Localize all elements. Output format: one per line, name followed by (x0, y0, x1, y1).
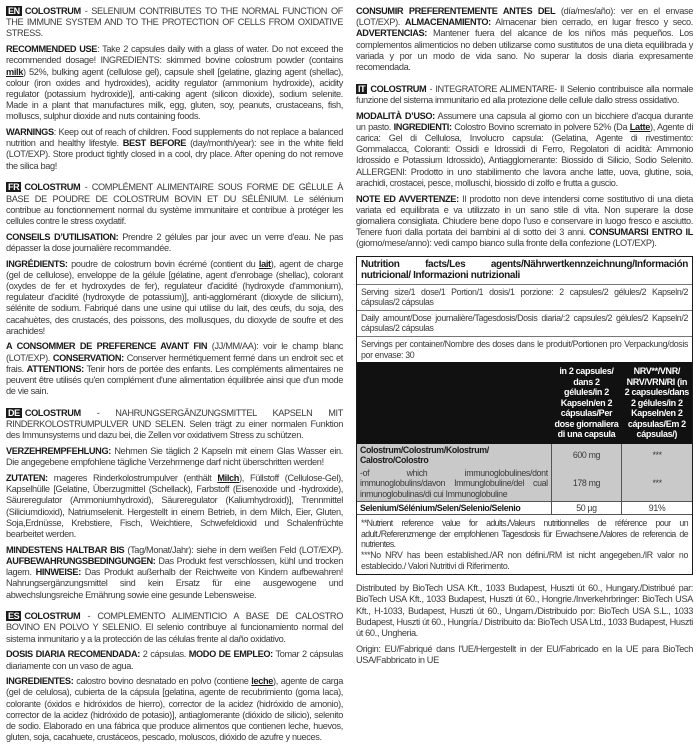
storage-text: Das Produkt fest verschlossen, kühl und trocken lagern. (6, 555, 343, 578)
origin-info: Origin: EU/Fabriqué dans l'UE/Hergestellt in der EU/Fabricado en la UE para BioTech USA/Fabbricato in UE (356, 643, 693, 665)
storage-label: AUFBEWAHRUNGSBEDINGUNGEN: (6, 555, 156, 566)
allergen: milk (6, 66, 23, 77)
ingredients-label: INGRÉDIENTS: (6, 258, 68, 269)
use-label: VERZEHREMPFEHLUNG: (6, 446, 111, 457)
allergen: lait (258, 258, 271, 269)
warnings-label: ATTENTIONS: (26, 363, 84, 374)
section-de (6, 408, 343, 601)
best-before-label: A CONSOMMER DE PREFERENCE AVANT FIN (6, 341, 208, 352)
section-es-cont (356, 6, 693, 73)
storage-text: Almacenar bien cerrado, en lugar fresco y seco. (490, 17, 693, 28)
best-before-label: CONSUMARSI ENTRO IL (589, 227, 693, 238)
warnings-label: HINWEISE: (35, 567, 81, 578)
allergen: leche (251, 676, 274, 687)
header-nrv: NRV**/VNR/ NRV/VRN/RI (in 2 capsules/dans 2 gélules/in 2 Kapseln/en 2 cápsulas/Em 2 cápsulas/) (622, 362, 692, 444)
section-en (6, 6, 343, 172)
product-name: COLOSTRUM (24, 408, 81, 418)
allergen: Milch (217, 473, 240, 484)
warnings-text: Mantener fuera del alcance de los niños más pequeños. Los complementos alimenticios no deben utilizarse como sustitutos de una dieta equilibrada y variada y por un modo de vida sano. No superar la dosis diaria expresamente recomendada. (356, 28, 693, 73)
left-column (6, 6, 343, 748)
ingredients-text: ) 52%, bulking agent (cellulose gel), capsule shell [gelatine, glazing agent (shellac), colour (iron oxides and hydroxides), acidity regulator (ammonium hydroxide), acidity regulator (potassium hydroxide)], anti-caking agent (silicon dioxide), sodium selenite. Made in a plant that manufactures milk, egg, gluten, soy, peanuts, crustaceans, fish, molluscs, sulphur dioxide and nuts containing foods. (6, 66, 343, 122)
storage-label: CONSERVATION: (52, 352, 124, 363)
warnings-label: WARNINGS (6, 127, 54, 138)
nutrient-name: -of which immunoglobulines/dont immunoglobulins/davon Immunglobuline/del cual inmunoglobulinas/di cui Immunoglobuline (357, 467, 551, 501)
nutrient-nrv: *** (622, 444, 692, 467)
storage-label: ALMACENAMIENTO: (404, 17, 491, 28)
servings-per-container: Servings per container/Nombre des doses dans le produit/Portionen pro Verpackung/dosis por envase: 30 (361, 338, 688, 360)
allergen: Latte (629, 121, 650, 132)
ingredients-rest: ), Füllstoff (Cellulose-Gel), Kapselhülle [Gelatine, Überzugmittel (Schellack), Farbstoff (Eisenoxide und -hydroxide), Säureregulator (Ammoniumhydroxid), Säureregulator (Kaliumhydroxid)], Trennmittel (Siliciumdioxid), Natriumselenit. Hergestellt in einem Betrieb, in dem Milch, Eier, Gluten, Soja,Erdnüsse, Krebstiere, Fisch, Weichtiere, Schwefeldioxid und Schalenfrüchte bearbeitet werden. (6, 473, 343, 540)
right-column (356, 6, 693, 671)
best-before-text: (JJ/MM/AA): voir le champ blanc (LOT/EXP). (6, 341, 343, 363)
lang-badge-en: EN (8, 6, 20, 16)
section-it (356, 84, 693, 250)
serving-size: Serving size/1 dose/1 Portion/1 dosis/1 porzione: 2 capsules/2 gélules/2 Kapseln/2 cápsulas/2 cápsulas (357, 285, 692, 311)
use-label: MODALITÀ D’USO: (356, 110, 435, 121)
ingredients-label: ZUTATEN: (6, 473, 48, 484)
ingredients-rest: ), agent de charge (gel de cellulose), enveloppe de la gélule [gélatine, agent d'enrobage (shellac), colorant (oxydes de fer et hydroxydes de fer), regulateur d'acidité (hydroxyde d'ammonium), regulateur d'acidité (hydroxyde de potassium)], anti-agglomérant (dioxyde de silicium), sélénite de sodium. Fabriqué dans une usine qui utilise du lait, des œufs, du soja, des cacahuètes, des crustacés, des poissons, des mollusques, du dioxyde de soufre et des arachides! (6, 258, 343, 336)
health-claim: - NAHRUNGSERGÄNZUNGSMITTEL KAPSELN MIT RINDERKOLOSTRUMPULVER UND SELEN. Selen trägt zu einer normalen Funktion des Immunsystems und dazu bei, die Zellen vor oxidativem Stress zu schützen. (6, 408, 343, 441)
best-before-label: CONSUMIR PREFERENTEMENTE ANTES DEL (356, 6, 556, 16)
footnote-nrv: **Nutrient reference value for adults./Valeurs nutritionnelles de référence pour un adult./Referenzmenge der empfohlenen Tagesdosis für Erwachsene./Valores de referencia de nutrientes. (361, 518, 688, 550)
table-header (357, 362, 692, 444)
lang-badge-es: ES (8, 611, 20, 622)
ingredients-label: INGREDIENTI: (393, 121, 452, 132)
table-row (357, 467, 692, 501)
footnote-no-nrv: ***No NRV has been established./AR non défini./RM ist nicht angegeben./IR valor no establecido./ Valori Nutritivi di Riferimento. (361, 549, 688, 571)
health-claim: - INTEGRATORE ALIMENTARE- Il Selenio contribuisce alla normale funzione del sistema immunitario ed alla protezione delle cellule dallo stress ossidativo. (356, 83, 693, 105)
best-before-label: BEST BEFORE (122, 138, 187, 149)
ingredients-text: mageres Rinderkolostrumpulver (enthält (47, 473, 218, 484)
best-before-text: (giorno/mese/anno): vedi campo bianco sulla fronte della confezione (LOT/EXP). (356, 238, 657, 249)
table-row (357, 501, 692, 514)
product-name: COLOSTRUM (24, 182, 81, 193)
nutrient-amount: 178 mg (551, 467, 621, 501)
health-claim: - COMPLEMENTO ALIMENTICIO A BASE DE CALOSTRO BOVINO EN POLVO Y SELENIO. El selenio contribuye al funcionamiento normal del sistema inmunitario y a la protección de las células frente al daño oxidativo. (6, 611, 343, 644)
dose-text: 2 cápsulas. (139, 649, 189, 660)
warnings-text: Das Produkt außerhalb der Reichweite von Kindern aufbewahren! Nahrungsergänzungsmittel sind kein Ersatz für eine ausgewogene und abwechslungsreiche Ernährung sowie eine gesunde Lebensweise. (6, 567, 343, 600)
nutrient-nrv: *** (622, 467, 692, 501)
warnings-label: NOTE ED AVVERTENZE: (356, 193, 459, 204)
ingredients-rest: ), agente de carga (gel de celulosa), cubierta de la cápsula [gelatina, agente de recubrimiento (goma laca), colorante (óxidos e hidróxidos de hierro), corrector de la acidez (hidróxido de amonio), corrector de la acidez (hidróxido de potasio)], antiaglomerante (dióxido de silicio), selenito de sodio. Elaborado en una fábrica que produce alimentos que contienen leche, huevos, gluten, soja, cacahuete, crustáceos, pescado, moluscos, dióxido de azufre y nueces. (6, 676, 343, 743)
section-fr (6, 182, 343, 397)
lang-badge-it: IT (358, 83, 366, 94)
health-claim: - COMPLÉMENT ALIMENTAIRE SOUS FORME DE GÉLULE À BASE DE POUDRE DE COLOSTRUM BOVIN ET DU SÉLÉNIUM. Le sélénium contribue au fonctionnement normal du système immunitaire et contribue à protéger les cellules contre le stress oxydatif. (6, 182, 343, 226)
nutrient-name: Colostrum/Colostrum/Kolostrum/ Calostro/Colostro (357, 444, 551, 467)
daily-amount: Daily amount/Dose journalière/Tagesdosis/Dosis diaria/:2 capsules/2 gélules/2 Kapseln/2 cápsulas/2 cápsulas (357, 311, 692, 337)
product-name: COLOSTRUM (24, 611, 81, 622)
storage-text: Conserver hermétiquement fermé dans un endroit sec et frais. (6, 352, 344, 374)
use-label: CONSEILS D’UTILISATION: (6, 231, 119, 242)
ingredients-rest: ), Agente di carica: Gel di Cellulosa, Involucro capsula: (Gelatina, Agente di rivestimento: Gommalacca, Coloranti: Ossidi e Idrossidi di Ferro, Regolatori di acidità: Ammonio Idrossido e Potassium Idrossido), Antiagglomerante: Biossido di Silicio, Sodio Selenito. ALLERGENI: Prodotto in uno stabilimento che lavora anche latte, uova, glutine, soia, arachidi, crostacei, pesce, molluschi, biossido di zolfo e frutta a guscio. (356, 121, 694, 188)
header-nutrient (357, 362, 551, 444)
use-label: MODO DE EMPLEO: (188, 649, 273, 660)
use-text: Assumere una capsula al giorno con un bicchiere d'acqua durante un pasto. (356, 110, 693, 132)
use-text: : Take 2 capsules daily with a glass of water. Do not exceed the recommended dosage! INGREDIENTS: skimmed bovine colostrum powder (contains (6, 44, 343, 66)
nutrient-amount: 600 mg (551, 444, 621, 467)
warnings-text: Il prodotto non deve intendersi come sostitutivo di una dieta variata ed equilibrata e va utilizzato in un sano stile di vita. Non superare la dose giornaliera consigliata. Chiudere bene dopo l’uso e conservare in luogo fresco e asciutto. Tenere fuori dalla portata dei bambini al di sotto dei 3 anni. (356, 193, 693, 238)
nutrition-table (357, 362, 692, 514)
ingredients-label: INGREDIENTES: (6, 676, 74, 687)
nutrition-facts-box (356, 256, 693, 576)
use-text: Tomar 2 cápsulas diariamente con un vaso de agua. (6, 649, 344, 671)
header-amount: in 2 capsules/ dans 2 gélules/in 2 Kapseln/en 2 cápsulas/Per dose giornaliera di una capsula (551, 362, 621, 444)
use-label: RECOMMENDED USE (6, 44, 98, 55)
nutrition-footnotes (357, 514, 692, 574)
best-before-text: (day/month/year): see in the white field (LOT/EXP). Store product tightly closed in a cool, dry place. After opening do not remove the silica bag! (6, 138, 343, 171)
use-text: Nehmen Sie täglich 2 Kapseln mit einem Glas Wasser ein. Die angegebene empfohlene tägliche Verzehrmenge darf nicht überschritten werden! (6, 446, 343, 468)
table-row (357, 444, 692, 467)
warnings-text: : Keep out of reach of children. Food supplements do not replace a balanced nutrition and healthy lifestyle. (6, 127, 343, 149)
nutrition-title: Nutrition facts/Les agents/Nährwertkennzeichnung/Información nutricional/ Informazioni nutrizionali (357, 257, 692, 285)
dose-label: DOSIS DIARIA RECOMENDADA: (6, 649, 140, 660)
product-name: COLOSTRUM (24, 6, 81, 16)
use-text: Prendre 2 gélules par jour avec un verre d'eau. Ne pas dépasser la dose journalière recommandée. (6, 231, 343, 253)
nutrient-amount: 50 µg (551, 501, 621, 514)
section-es (6, 611, 343, 743)
nutrient-name: Selenium/Sélénium/Selen/Selenio/Selenio (357, 501, 551, 514)
warnings-label: ADVERTENCIAS: (356, 28, 427, 39)
health-claim: - SELENIUM CONTRIBUTES TO THE NORMAL FUNCTION OF THE IMMUNE SYSTEM AND TO THE PROTECTION OF CELLS FROM OXIDATIVE STRESS. (6, 6, 343, 39)
distributor-info: Distributed by BioTech USA Kft., 1033 Budapest, Huszti út 60., Hungary./Distribué par: BioTech USA Kft., 1033 Budapest, Huszti út 60., Hongrie./Inverkehrbringer: BioTech USA Kft., H-1033, Budapest, Huszti út 60., Ungarn./Distribuido por: BioTech USA S.L., 1033 Budapest, Huszti út 60., Hungría./ Distribuito da: BioTech USA Ltd., 1033 Budapest, Huszti út 60., Ungheria. (356, 583, 693, 638)
ingredients-text: calostro bovino desnatado en polvo (contiene (73, 676, 252, 687)
best-before-label: MINDESTENS HALTBAR BIS (6, 544, 125, 555)
product-name: COLOSTRUM (370, 83, 427, 94)
best-before-text: (día/mes/año): ver en el envase (LOT/EXP). (356, 6, 694, 28)
ingredients-text: Colostro Bovino scremato in polvere 52% (Da (451, 121, 630, 132)
warnings-text: Tenir hors de portée des enfants. Les compléments alimentaires ne peuvent être utilisés qu'en complément d'une alimentation équilibrée ainsi que d'un mode de vie sain. (6, 363, 343, 397)
ingredients-text: poudre de colostrum bovin écrémé (contient du (67, 258, 259, 269)
lang-badge-de: DE (8, 408, 20, 418)
lang-badge-fr: FR (8, 182, 20, 193)
nutrient-nrv: 91% (622, 501, 692, 514)
best-before-text: (Tag/Monat/Jahr): siehe in dem weißen Feld (LOT/EXP). (124, 544, 344, 555)
